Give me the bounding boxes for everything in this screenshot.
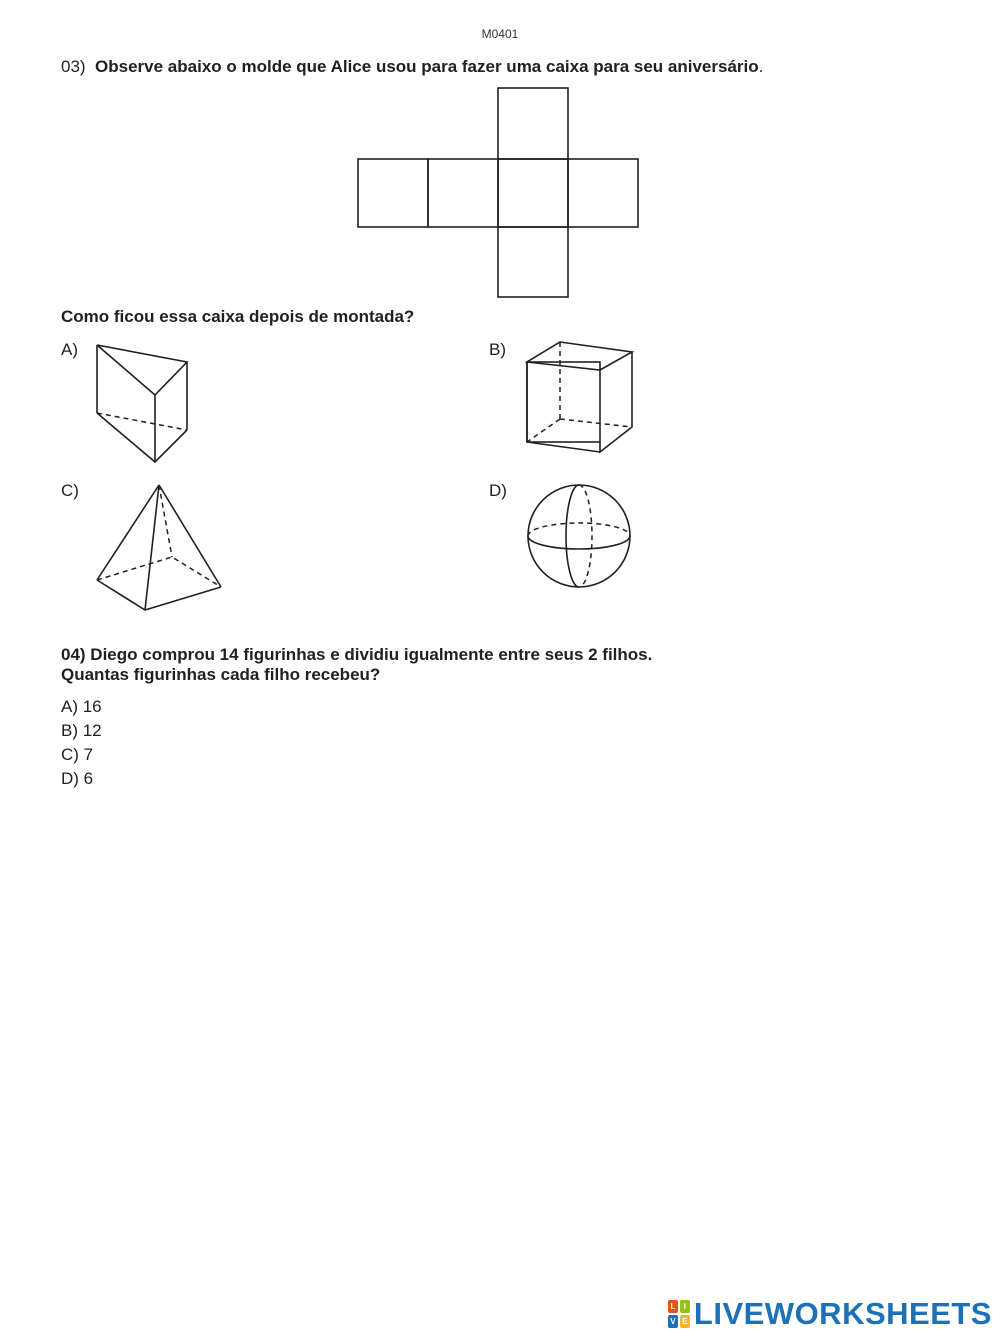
question-3-subquestion-text: Como ficou essa caixa depois de montada?: [61, 307, 415, 326]
sphere-equator-back: [528, 523, 630, 536]
option-b-label[interactable]: B): [489, 340, 506, 359]
brand-name: LIVEWORKSHEETS: [693, 1296, 992, 1331]
sphere-meridian-front: [566, 485, 579, 587]
sphere-meridian-back: [579, 485, 592, 587]
logo-blocks-icon: [668, 1300, 690, 1328]
sphere-equator-front: [528, 536, 630, 549]
option-d-label[interactable]: D): [489, 481, 507, 500]
sphere-figure[interactable]: [0, 0, 1000, 640]
worksheet-code: M0401: [481, 27, 519, 41]
question-3-text: Observe abaixo o molde que Alice usou para fazer uma caixa para seu aniversário: [95, 57, 759, 76]
question-3-number: 03): [61, 57, 86, 76]
question-3-period: .: [758, 57, 764, 76]
question-4-line1: 04) Diego comprou 14 figurinhas e dividiu igualmente entre seus 2 filhos.: [61, 645, 653, 664]
liveworksheets-logo: [668, 1296, 992, 1332]
answer-option-b[interactable]: B) 12: [61, 721, 102, 740]
answer-option-c[interactable]: C) 7: [61, 745, 94, 764]
answer-option-d[interactable]: D) 6: [61, 769, 94, 788]
logo-block-i: I: [680, 1300, 690, 1313]
option-a-label[interactable]: A): [61, 340, 78, 359]
question-4-answers: [61, 695, 102, 791]
logo-block-e: E: [680, 1315, 690, 1328]
question-4-line2: Quantas figurinhas cada filho recebeu?: [61, 665, 381, 684]
sphere-outline: [528, 485, 630, 587]
option-c-label[interactable]: C): [61, 481, 79, 500]
answer-option-a[interactable]: A) 16: [61, 697, 102, 716]
question-4: [61, 645, 652, 685]
logo-block-l: L: [668, 1300, 678, 1313]
logo-block-v: V: [668, 1315, 678, 1328]
